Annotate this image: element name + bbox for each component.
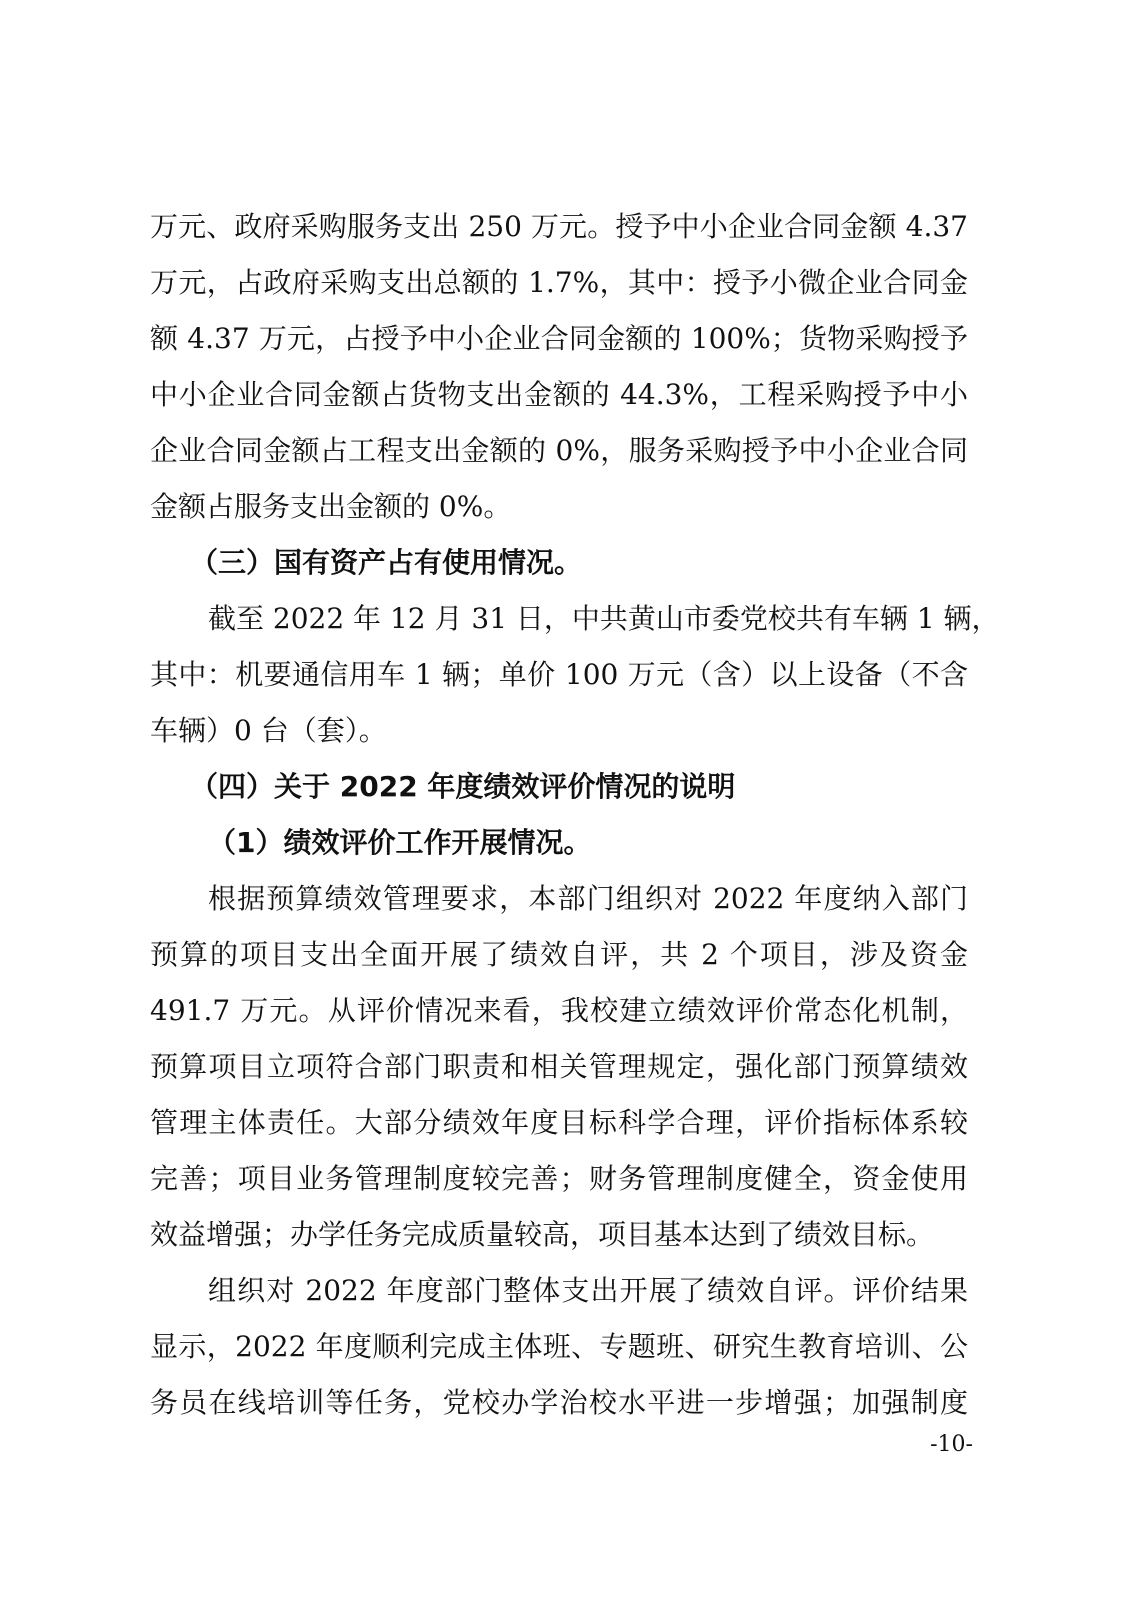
paragraph-line: 金额占服务支出金额的 0%。 (150, 490, 512, 523)
section-heading-3: （三）国有资产占有使用情况。 (190, 546, 583, 579)
paragraph-line: 截至 2022 年 12 月 31 日，中共黄山市委党校共有车辆 1 辆， (208, 602, 1000, 635)
subsection-heading-1: （1）绩效评价工作开展情况。 (208, 826, 592, 859)
paragraph-line: 效益增强；办学任务完成质量较高，项目基本达到了绩效目标。 (150, 1218, 935, 1251)
paragraph-line: 管理主体责任。大部分绩效年度目标科学合理，评价指标体系较 (150, 1106, 968, 1139)
paragraph-line: 其中：机要通信用车 1 辆；单价 100 万元（含）以上设备（不含 (150, 658, 968, 691)
paragraph-line: 万元，占政府采购支出总额的 1.7%，其中：授予小微企业合同金 (150, 266, 968, 299)
paragraph-line: 预算项目立项符合部门职责和相关管理规定，强化部门预算绩效 (150, 1050, 968, 1083)
section-heading-4: （四）关于 2022 年度绩效评价情况的说明 (190, 770, 736, 803)
paragraph-line: 中小企业合同金额占货物支出金额的 44.3%，工程采购授予中小 (150, 378, 968, 411)
paragraph-line: 组织对 2022 年度部门整体支出开展了绩效自评。评价结果 (208, 1274, 968, 1307)
paragraph-line: 额 4.37 万元，占授予中小企业合同金额的 100%；货物采购授予 (150, 322, 968, 355)
paragraph-line: 务员在线培训等任务，党校办学治校水平进一步增强；加强制度 (150, 1386, 968, 1419)
paragraph-line: 完善；项目业务管理制度较完善；财务管理制度健全，资金使用 (150, 1162, 968, 1195)
paragraph-line: 根据预算绩效管理要求，本部门组织对 2022 年度纳入部门 (208, 882, 968, 915)
paragraph-line: 491.7 万元。从评价情况来看，我校建立绩效评价常态化机制， (150, 994, 968, 1027)
paragraph-line: 显示，2022 年度顺利完成主体班、专题班、研究生教育培训、公 (150, 1330, 968, 1363)
paragraph-line: 车辆）0 台（套）。 (150, 714, 387, 747)
paragraph-line: 企业合同金额占工程支出金额的 0%，服务采购授予中小企业合同 (150, 434, 968, 467)
paragraph-line: 万元、政府采购服务支出 250 万元。授予中小企业合同金额 4.37 (150, 210, 968, 243)
paragraph-line: 预算的项目支出全面开展了绩效自评，共 2 个项目，涉及资金 (150, 938, 968, 971)
page-number: -10- (930, 1432, 973, 1457)
